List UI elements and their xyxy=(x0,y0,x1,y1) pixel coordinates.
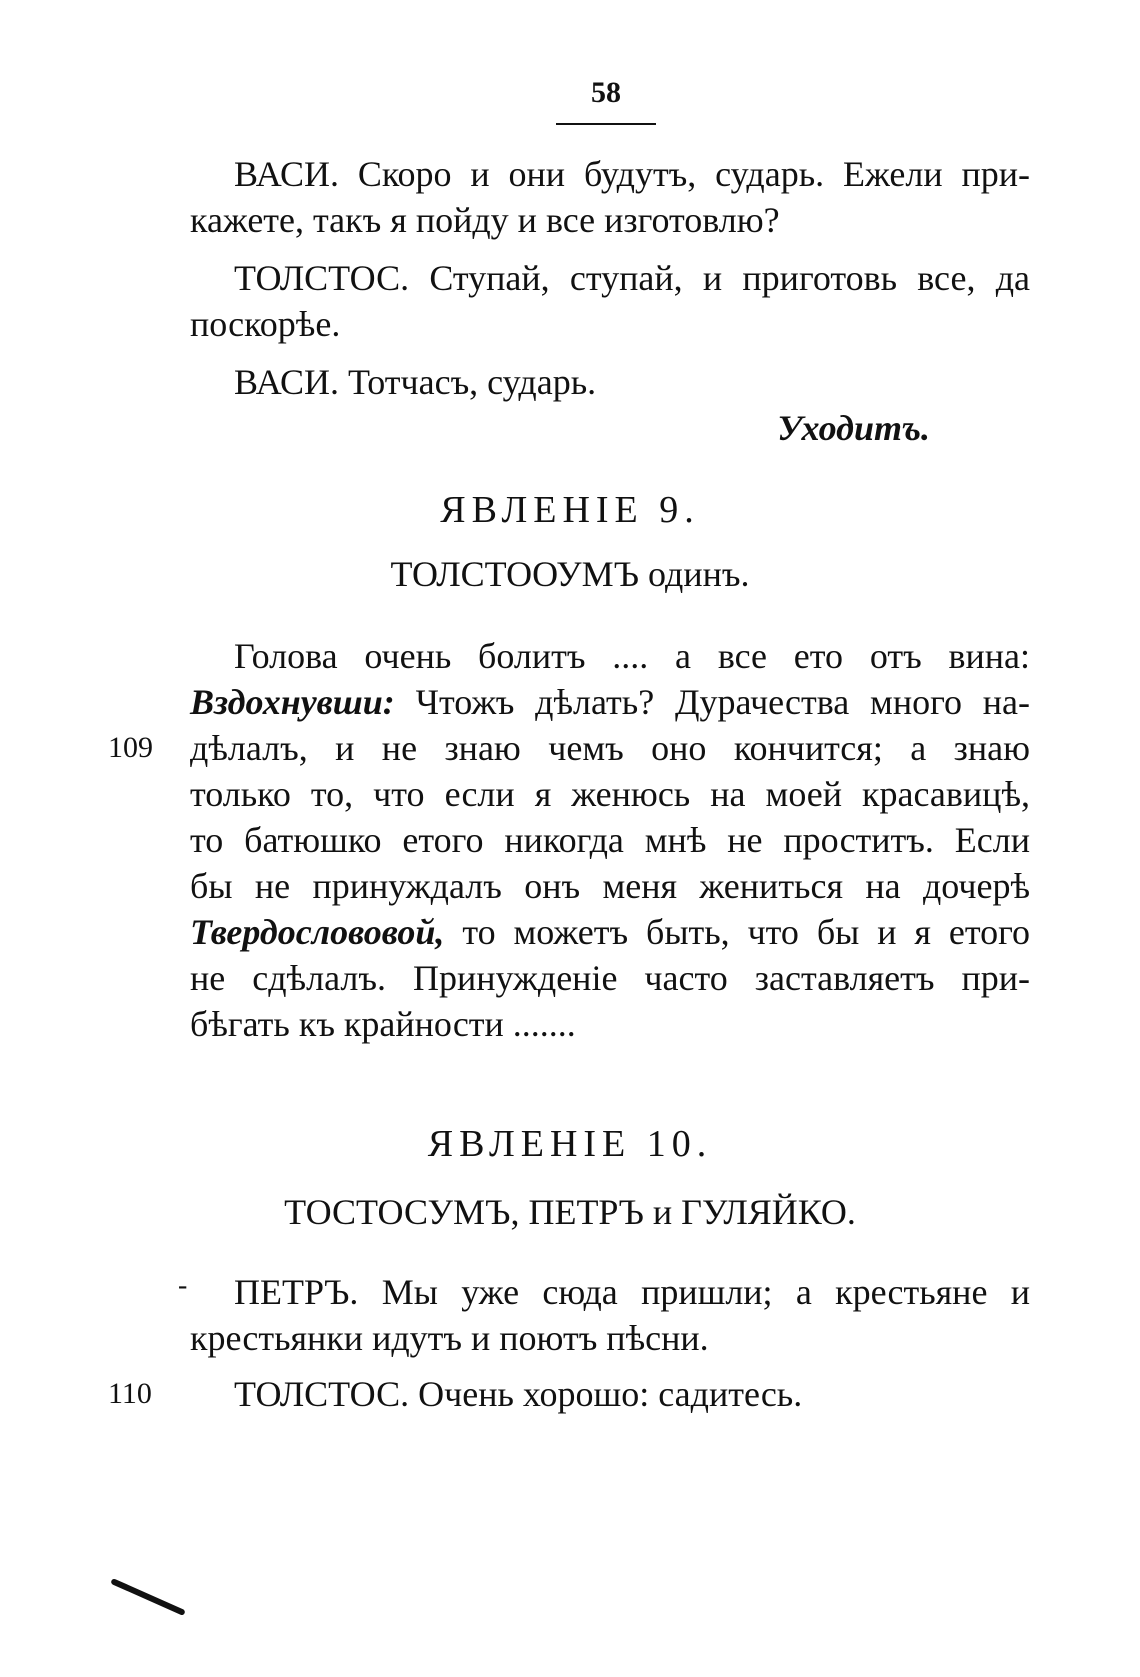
scene-characters: ТОСТОСУМЪ, ПЕТРЪ и ГУЛЯЙКО. xyxy=(284,1192,856,1232)
ink-smudge xyxy=(110,1578,186,1616)
dialogue-line: ВАСИ. Скоро и они будутъ, сударь. Ежели при- xyxy=(234,154,1030,194)
margin-dash: - xyxy=(178,1270,188,1301)
dialogue-line: ПЕТРЪ. Мы уже сюда пришли; а крестьяне и xyxy=(234,1272,1030,1312)
monologue-text: Чтожъ дѣлать? Дурачества много на- xyxy=(415,682,1031,722)
italic-name: Твердослововой, xyxy=(190,912,445,952)
monologue-line xyxy=(190,680,1030,724)
margin-line-number: 109 xyxy=(108,731,153,764)
monologue-line: только то, что если я женюсь на моей красавицѣ, xyxy=(190,774,1030,814)
scene-title: ЯВЛЕНІЕ 10. xyxy=(427,1123,713,1165)
dialogue-line: крестьянки идутъ и поютъ пѣсни. xyxy=(190,1318,709,1358)
dialogue-line: кажете, такъ я пойду и все изготовлю? xyxy=(190,200,780,240)
monologue-line: дѣлалъ, и не знаю чемъ оно кончится; а знаю xyxy=(190,728,1030,768)
dialogue-line: поскорѣе. xyxy=(190,304,341,344)
dialogue-line: ВАСИ. Тотчасъ, сударь. xyxy=(234,362,597,402)
monologue-line: не сдѣлалъ. Принужденіе часто заставляетъ при- xyxy=(190,958,1030,998)
monologue-line xyxy=(190,910,1030,954)
dialogue-line: ТОЛСТОС. Ступай, ступай, и приготовь все, да xyxy=(234,258,1030,298)
scene-title: ЯВЛЕНІЕ 9. xyxy=(440,489,700,531)
monologue-line: бы не принуждалъ онъ меня жениться на дочерѣ xyxy=(190,866,1030,906)
stage-direction: Уходитъ. xyxy=(777,408,930,448)
monologue-text: то можетъ быть, что бы и я етого xyxy=(462,912,1031,952)
monologue-line: бѣгать къ крайности ....... xyxy=(190,1004,576,1044)
margin-line-number: 110 xyxy=(108,1377,152,1410)
page-number-rule xyxy=(556,123,656,125)
stage-direction: Вздохнувши: xyxy=(190,682,395,722)
page-number: 58 xyxy=(591,76,621,109)
scene-characters: ТОЛСТООУМЪ одинъ. xyxy=(390,554,750,594)
monologue-line: то батюшко етого никогда мнѣ не проститъ. Если xyxy=(190,820,1030,860)
monologue-line: Голова очень болитъ .... а все ето отъ вина: xyxy=(234,636,1030,676)
dialogue-line: ТОЛСТОС. Очень хорошо: садитесь. xyxy=(234,1374,803,1414)
